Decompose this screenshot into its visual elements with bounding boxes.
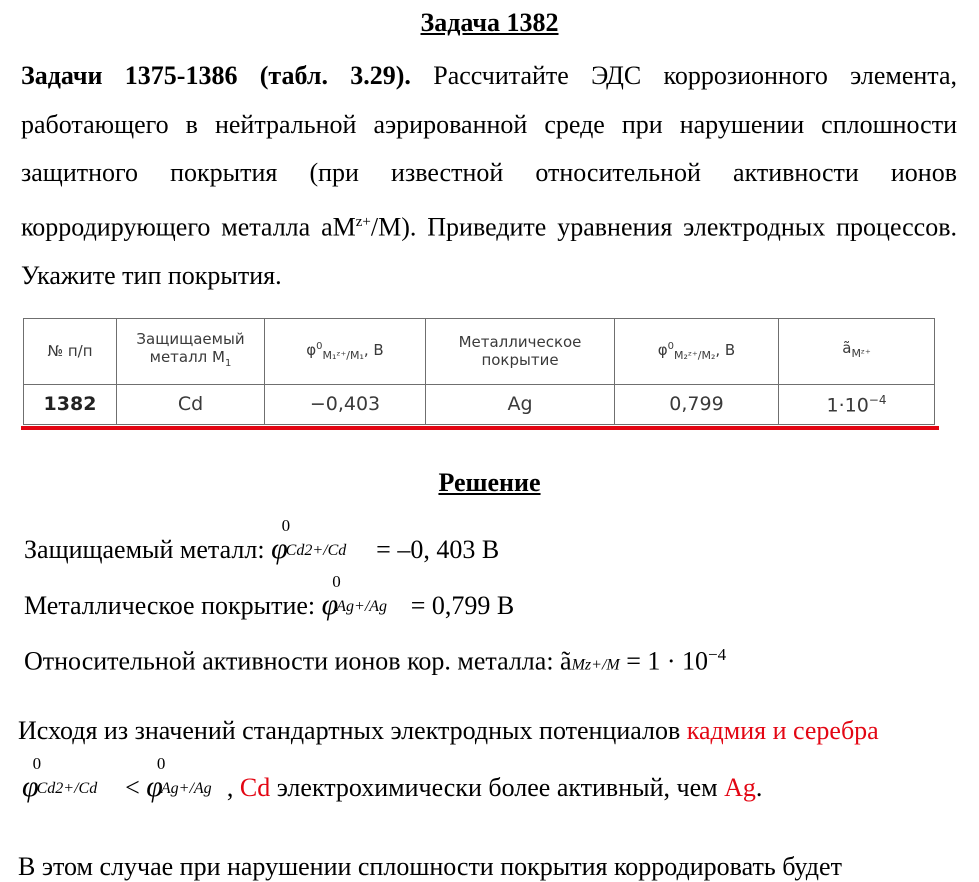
problem-text: Рассчитайте ЭДС коррозионного элемента, работающего в нейтральной аэрированной среде при нарушении сплошности защитного покрытия (при известной относительной активности ионов корродирующего металла aM: [21, 61, 957, 242]
phi-symbol: φ: [321, 588, 339, 621]
cell-coating: Ag: [426, 384, 615, 424]
paragraph-next: В этом случае при нарушении сплошности покрытия корродировать будет: [18, 852, 842, 881]
header-potential-1: $\varphi^0_{M_1ᶻ^+/M_1}$, В: [265, 319, 426, 385]
table-header-row: [24, 319, 935, 385]
header-number: № п/п: [24, 319, 117, 385]
paragraph-comparison: Исходя из значений стандартных электродных потенциалов кадмия и серебра: [18, 716, 879, 745]
metal-ag: Ag: [724, 773, 756, 802]
phi-indices: 0 Ag+/Ag: [332, 572, 388, 615]
data-table: [23, 318, 935, 425]
phi-symbol: φ: [22, 770, 39, 803]
given-activity: Относительной активности ионов кор. металла: ãMz+/M = $1 \cdot 10^{-4}$: [24, 645, 727, 676]
comparison-line: φ 0 Cd2+/Cd < φ 0 Ag+/Ag , Cd электрохимически более активный, чем Ag.: [22, 754, 763, 803]
header-potential-2: $\varphi^0_{M_2ᶻ^+/M_2}$, В: [615, 319, 779, 385]
page-title: Задача 1382: [420, 8, 559, 37]
given-coating: Металлическое покрытие: φ 0 Ag+/Ag = 0,799 В: [24, 572, 515, 621]
cell-potential-1: −0,403: [265, 384, 426, 424]
phi-symbol: φ: [146, 770, 163, 803]
phi-indices: 0 Ag+/Ag: [156, 754, 212, 797]
phi-symbol: φ: [271, 532, 288, 565]
phi-indices: 0 Cd2+/Cd: [281, 516, 347, 559]
problem-sup: z+: [355, 213, 371, 230]
metal-cd: Cd: [239, 773, 271, 802]
cell-protected-metal: Cd: [117, 384, 265, 424]
table-underline: [21, 426, 939, 430]
header-protected-metal: Защищаемый металл $M_1$: [117, 319, 265, 385]
header-activity: $ã_{Mᶻ^+}$: [779, 319, 935, 385]
given-protected-metal: Защищаемый металл: φ 0 Cd2+/Cd = –0, 403 В: [24, 516, 500, 565]
solution-title: Решение: [438, 468, 541, 497]
cell-activity: $1\cdot 10^{-4}$: [779, 384, 935, 424]
highlight-metals: кадмия и серебра: [686, 716, 879, 745]
cell-number: 1382: [24, 384, 117, 424]
problem-text-end: /M). Приведите уравнения электродных процессов. Укажите тип покрытия.: [21, 212, 957, 290]
phi-indices: 0 Cd2+/Cd: [32, 754, 98, 797]
header-coating: Металлическое покрытие: [426, 319, 615, 385]
table-row: [24, 384, 935, 424]
activity-symbol: ã: [560, 646, 572, 676]
problem-statement: [21, 52, 957, 300]
problem-lead: Задачи 1375-1386 (табл. 3.29).: [21, 61, 411, 90]
cell-potential-2: 0,799: [615, 384, 779, 424]
